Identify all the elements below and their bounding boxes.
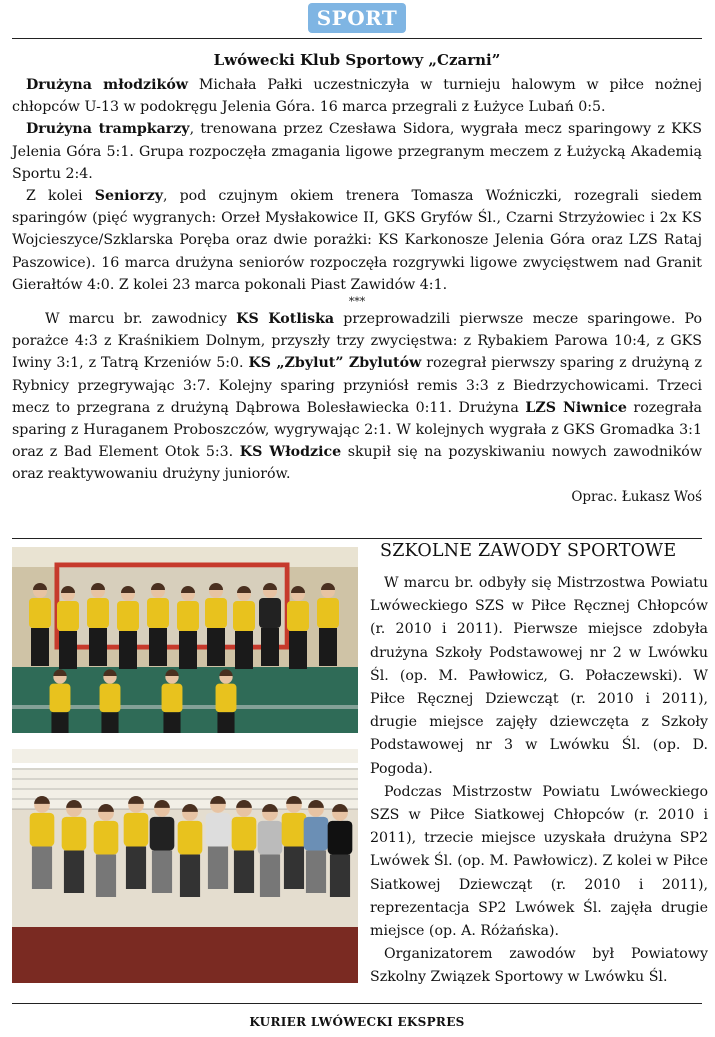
school-article-title: SZKOLNE ZAWODY SPORTOWE [380, 541, 677, 561]
school-article [370, 572, 708, 990]
photo-boys-handball-team [12, 547, 358, 733]
paragraph-seniors [12, 185, 702, 296]
newspaper-footer: KURIER LWÓWECKI EKSPRES [249, 1015, 465, 1029]
photo-girls-volleyball-team [12, 749, 358, 983]
page-header [0, 0, 715, 40]
team-photo-illustration [12, 547, 358, 733]
paragraph-text: przeprowadzili pierwsze mecze sparingowe. Po porażce 4:3 z Kraśnikiem Dolnym, przyszły trzy zwycięstwa: z Rybakiem Parowa 10:4, z GKS Iwiny 3:1, z Tatrą Krzeniów 5:0. [12, 311, 702, 372]
team-name-trampkarze: Drużyna trampkarzy [26, 121, 190, 138]
school-paragraph-volleyball: Podczas Mistrzostw Powiatu Lwóweckiego SZS w Piłce Siatkowej Chłopców (r. 2010 i 2011), trzecie miejsce uzyskała drużyna SP2 Lwówek Śl. (op. M. Pawłowicz). Z kolei w Piłce Siatkowej Dziewcząt (r. 2010 i 2011), reprezentacja SP2 Lwówek Śl. zajęła drugie miejsce (op. A. Różańska). [370, 783, 708, 940]
paragraph-juniors [12, 74, 702, 118]
paragraph-text: , trenowana przez Czesława Sidora, wygrała mecz sparingowy z KKS Jelenia Góra 5:1. Grupa rozpoczęła zmagania ligowe przegranym meczem z Łużycką Akademią Sportu 2:4. [12, 121, 703, 182]
paragraph-trampkarze [12, 118, 702, 185]
paragraph-text: rozegrała sparing z Huraganem Proboszczów, wygrywając 2:1. W kolejnych wygrała z GKS Gromadka 3:1 oraz z Bad Element Otok 5:3. [12, 399, 702, 461]
paragraph-text: Z kolei [26, 188, 95, 205]
top-divider [12, 38, 702, 39]
middle-divider [12, 538, 702, 539]
paragraph-text: W marcu br. zawodnicy [45, 311, 237, 328]
club-name-zbylut: KS „Zbylut” Zbylutów [248, 355, 422, 372]
club-name-wlodzice: KS Włodzice [239, 444, 342, 461]
school-paragraph-handball: W marcu br. odbyły się Mistrzostwa Powiatu Lwóweckiego SZS w Piłce Ręcznej Chłopców (r. 2010 i 2011). Pierwsze miejsce zdobyła drużyna Szkoły Podstawowej nr 2 w Lwówku Śl. (op. M. Pawłowicz, G. Połaczewski). W Piłce Ręcznej Dziewcząt (r. 2010 i 2011), drugie miejsce zajęły dziewczęta z Szkoły Podstawowej nr 3 w Lwówku Śl. (op. D. Pogoda). [370, 575, 708, 777]
bottom-divider [12, 1003, 702, 1004]
paragraph-other-clubs [12, 308, 702, 486]
section-badge: SPORT [308, 3, 406, 33]
paragraph-text: rozegrał pierwszy sparing z drużyną z Rybnicy przegrywając 3:7. Kolejny sparing przyniósł remis 3:3 z Biedrzychowicami. Trzeci mecz to przegrana z drużyną Dąbrowa Bolesławiecka 0:11. Drużyna [12, 355, 703, 416]
team-photo-illustration [12, 749, 358, 983]
team-name-seniors: Seniorzy [94, 188, 163, 205]
school-paragraph-organizer: Organizatorem zawodów był Powiatowy Szkolny Związek Sportowy w Lwówku Śl. [370, 946, 708, 986]
club-name-niwnice: LZS Niwnice [525, 399, 627, 416]
team-name-juniors: Drużyna młodzików [26, 77, 188, 93]
paragraph-text: Michała Pałki uczestniczyła w turnieju halowym w piłce nożnej chłopców U-13 w podokręgu Jelenia Góra. 16 marca przegrali z Łużyce Lubań 0:5. [12, 77, 702, 116]
club-article [12, 74, 702, 508]
paragraph-text: , pod czujnym okiem trenera Tomasza Woźniczki, rozegrali siedem sparingów (pięć wygranych: Orzeł Mysłakowice II, GKS Gryfów Śl., Czarni Strzyżowiec i 2x KS Wojcieszyce/Szklarska Poręba oraz dwie porażki: KS Karkonosze Jelenia Góra oraz LZS Rataj Paszowice). 16 marca drużyna seniorów rozpoczęła rozgrywki ligowe zwycięstwem nad Granit Gierałtów 4:0. Z kolei 23 marca pokonali Piast Zawidów 4:1. [12, 188, 702, 293]
club-name-kotliska: KS Kotliska [236, 311, 335, 328]
section-separator: *** [348, 295, 366, 309]
paragraph-text: skupił się na pozyskiwaniu nowych zawodników oraz reaktywowaniu drużyny juniorów. [12, 444, 702, 483]
article-author: Oprac. Łukasz Woś [571, 488, 702, 505]
club-article-title: Lwówecki Klub Sportowy „Czarni” [213, 51, 501, 69]
